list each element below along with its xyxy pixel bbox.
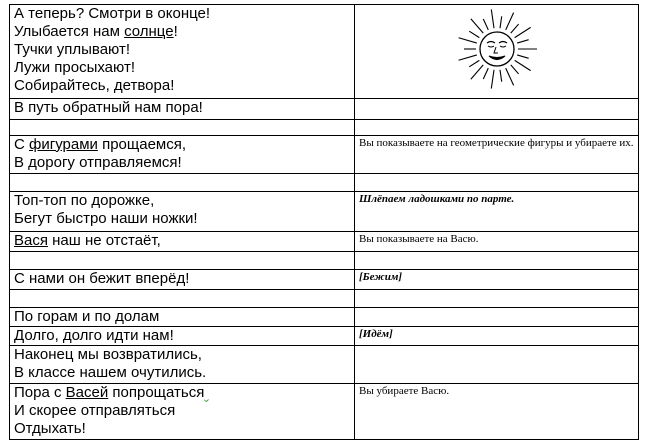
- verse-cell: [10, 231, 355, 251]
- sun-ray: [491, 9, 494, 28]
- table-row: [10, 191, 639, 231]
- verse-line: [14, 308, 350, 326]
- sun-ray: [469, 31, 479, 37]
- verse-line: [14, 192, 350, 210]
- verse-text: попрощаться: [108, 383, 205, 401]
- poem-table-body: [10, 5, 639, 440]
- note-cell: [355, 99, 639, 119]
- verse-text: Собирайтесь, детвора!: [14, 77, 175, 94]
- note-cell: [355, 346, 639, 383]
- sun-ray: [517, 40, 529, 43]
- verse-line: [14, 154, 350, 172]
- table-row: [10, 270, 639, 290]
- underlined-word: Васей: [65, 383, 109, 401]
- sun-ray: [483, 19, 488, 30]
- table-row: [10, 290, 639, 308]
- sun-ray: [458, 55, 476, 60]
- verse-cell: [10, 290, 355, 308]
- sun-ray: [499, 16, 501, 28]
- table-row: [10, 308, 639, 327]
- note-cell: Вы показываете на геометрические фигуры и убираете их.: [355, 135, 639, 173]
- verse-text: Тучки уплывают!: [14, 41, 131, 58]
- verse-line: [14, 5, 350, 23]
- verse-line: [14, 327, 350, 345]
- verse-text: С: [14, 135, 29, 153]
- table-row: [10, 119, 639, 135]
- sun-ray: [469, 60, 479, 66]
- table-row: [10, 327, 639, 346]
- note-cell: Шлёпаем ладошками по парте.: [355, 191, 639, 231]
- table-row: [10, 173, 639, 191]
- note-cell: [Бежим]: [355, 270, 639, 290]
- verse-text: В путь обратный нам пора!: [14, 99, 203, 117]
- verse-cell: [10, 119, 355, 135]
- verse-cell: [10, 173, 355, 191]
- note-cell: [355, 290, 639, 308]
- verse-text: Лужи просыхают!: [14, 59, 135, 76]
- sun-ray: [483, 68, 488, 79]
- verse-line: [14, 346, 350, 364]
- verse-cell: [10, 346, 355, 383]
- verse-cell: [10, 135, 355, 173]
- verse-cell: [10, 99, 355, 119]
- table-row: [10, 252, 639, 270]
- verse-cell: [10, 270, 355, 290]
- verse-cell: [10, 383, 355, 439]
- verse-text: прощаемся,: [97, 135, 187, 153]
- verse-cell: [10, 191, 355, 231]
- verse-text: [204, 384, 208, 401]
- verse-text: Пора с: [14, 383, 66, 401]
- verse-text: Наконец мы возвратились,: [14, 346, 202, 364]
- verse-text: Отдыхать!: [14, 419, 86, 437]
- table-row: [10, 99, 639, 119]
- sun-ray: [499, 70, 501, 82]
- verse-text: По горам и по долам: [14, 308, 160, 326]
- verse-text: !: [173, 23, 178, 40]
- sun-ray: [491, 70, 494, 89]
- note-cell: [355, 252, 639, 270]
- poem-table: [9, 4, 639, 440]
- verse-line: [14, 270, 350, 288]
- note-cell: [Идём]: [355, 327, 639, 346]
- sun-ray: [505, 13, 513, 30]
- sun-icon: [456, 7, 538, 91]
- sun-ray: [514, 60, 530, 70]
- verse-text: В классе нашем очутились.: [14, 364, 207, 382]
- underlined-word: солнце: [124, 23, 174, 40]
- sun-ray: [505, 68, 513, 85]
- table-row: [10, 383, 639, 439]
- sun-ray: [514, 27, 530, 37]
- verse-text: Топ-топ по дорожке,: [14, 191, 155, 209]
- verse-cell: [10, 252, 355, 270]
- verse-line: [14, 99, 350, 117]
- verse-line: [14, 210, 350, 228]
- verse-line: [14, 23, 350, 41]
- verse-line: [14, 136, 350, 154]
- sun-ray: [510, 65, 518, 74]
- sun-ray: [458, 38, 476, 43]
- verse-text: С нами он бежит вперёд!: [14, 270, 190, 288]
- image-cell: [355, 5, 639, 99]
- verse-line: [14, 41, 350, 59]
- table-row: [10, 135, 639, 173]
- sun-ray: [470, 19, 482, 33]
- sun-ray: [510, 24, 518, 33]
- verse-text: Долго, долго идти нам!: [14, 327, 174, 345]
- underlined-word: Вася: [14, 231, 48, 249]
- underlined-word: фигурами: [29, 135, 98, 153]
- verse-cell: [10, 308, 355, 327]
- verse-line: [14, 420, 350, 438]
- verse-text: А теперь? Смотри в оконце!: [14, 5, 211, 22]
- verse-text: И скорее отправляться: [14, 401, 176, 419]
- verse-text: наш не отстаёт,: [47, 231, 161, 249]
- verse-line: [14, 384, 350, 402]
- note-cell: Вы убираете Васю.: [355, 383, 639, 439]
- note-cell: Вы показываете на Васю.: [355, 231, 639, 251]
- verse-text: Бегут быстро наши ножки!: [14, 209, 198, 227]
- verse-cell: [10, 327, 355, 346]
- table-row: [10, 231, 639, 251]
- note-cell: [355, 173, 639, 191]
- note-cell: [355, 308, 639, 327]
- sun-ray: [470, 65, 482, 79]
- sun-ray: [517, 55, 529, 58]
- verse-line: [14, 364, 350, 382]
- verse-cell: [10, 5, 355, 99]
- verse-line: [14, 232, 350, 250]
- verse-line: [14, 77, 350, 95]
- table-row: [10, 346, 639, 383]
- verse-text: В дорогу отправляемся!: [14, 153, 182, 171]
- verse-text: Улыбается нам: [14, 23, 125, 40]
- note-cell: [355, 119, 639, 135]
- verse-line: [14, 59, 350, 77]
- verse-line: [14, 402, 350, 420]
- table-row: [10, 5, 639, 99]
